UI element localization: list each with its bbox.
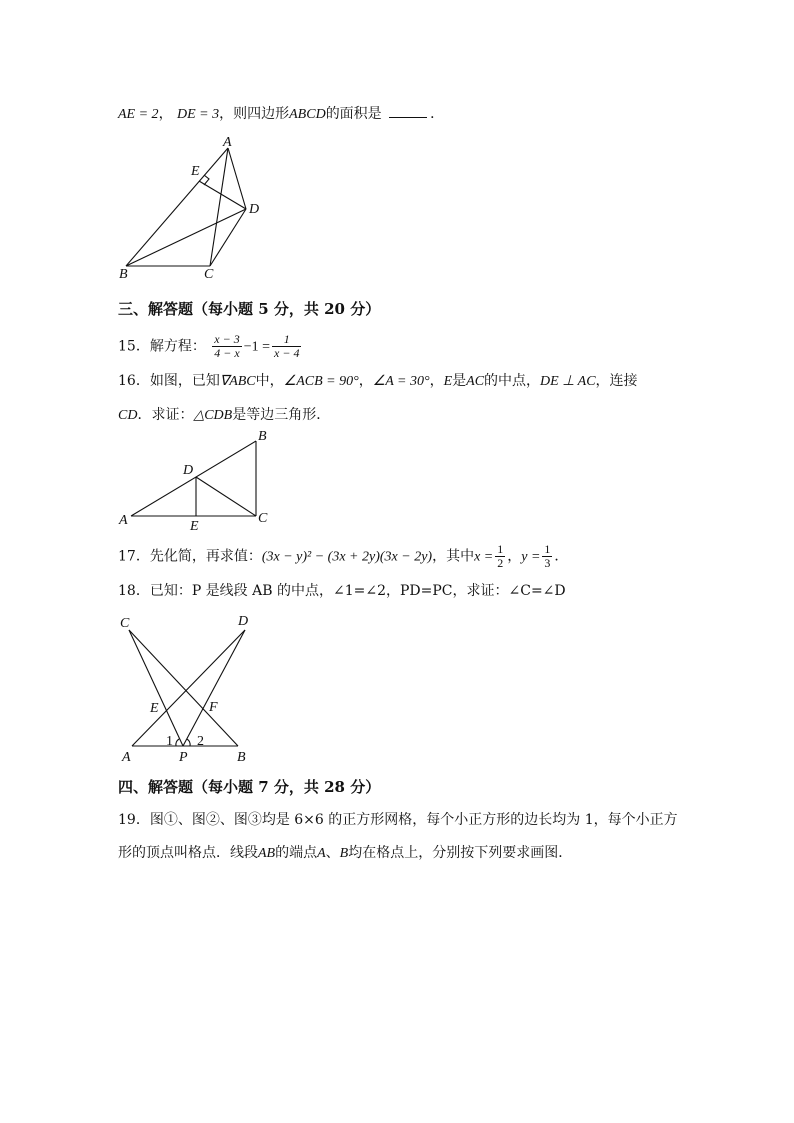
q14-ae: AE = 2 — [118, 107, 159, 122]
section-3-heading: 三、解答题（每小题 5 分，共 20 分） — [118, 300, 381, 318]
fig18-label-p: P — [179, 750, 188, 765]
fig18-label-2: 2 — [197, 734, 204, 749]
fig18-angle-2-arc — [187, 739, 190, 746]
fig16-label-d: D — [183, 463, 194, 478]
fig16-label-a: A — [119, 513, 128, 528]
q18-line: 18．已知：P 是线段 AB 的中点，∠1=∠2，PD=PC，求证：∠C=∠D — [118, 583, 566, 599]
fig18-label-e: E — [150, 701, 159, 716]
fig18-seg-cp — [129, 630, 183, 746]
fig18-label-f: F — [209, 700, 218, 715]
q16-line2: CD．求证：△CDB是等边三角形． — [118, 407, 331, 423]
q17-y-fraction: $\frac{1}{3}$ — [544, 542, 551, 570]
fig18-seg-dp — [183, 630, 245, 746]
fig18-seg-cb — [129, 630, 238, 746]
q14-line: AE = 2， DE = 3，则四边形ABCD的面积是 ． — [118, 103, 444, 125]
fig16-label-e: E — [190, 519, 199, 534]
fig18-label-1: 1 — [166, 734, 173, 749]
fig14-label-a: A — [223, 135, 232, 150]
q14-de: DE = 3 — [177, 107, 220, 122]
q19-line2: 形的顶点叫格点．线段AB的端点A、B均在格点上，分别按下列要求画图． — [118, 845, 573, 861]
fig14-label-d: D — [249, 202, 260, 217]
q14-abcd: ABCD — [289, 107, 326, 122]
fig18-angle-1-arc — [176, 739, 179, 746]
q19-line1: 19．图①、图②、图③均是 6×6 的正方形网格，每个小正方形的边长均为 1，每个小正方 — [118, 812, 678, 828]
q16-line1: 16．如图，已知∇ABC中，∠ACB = 90°，∠A = 30°，E是AC的中点，DE ⊥ AC，连接 — [118, 373, 638, 389]
q17-line: 17．先化简，再求值：(3x − y)² − (3x + 2y)(3x − 2y)，其中x = $\frac{1}{2}$ ，y = $\frac{1}{3}$ ． — [118, 542, 569, 570]
section-4-heading: 四、解答题（每小题 7 分，共 28 分） — [118, 778, 381, 796]
fig18-label-b: B — [237, 750, 246, 765]
fig14-label-b: B — [119, 267, 128, 282]
fig18-label-d: D — [238, 614, 249, 629]
q15-line: 15．解方程： $\frac{x - 3}{4 - x}$ −1 = $\frac{1}{x - 4}$ — [118, 332, 300, 360]
fig14-label-c: C — [204, 267, 214, 282]
fig14-label-e: E — [191, 164, 200, 179]
fig18-label-a: A — [122, 750, 131, 765]
fig16-label-c: C — [258, 511, 268, 526]
fig18-seg-da — [132, 630, 245, 746]
q17-expression: (3x − y)² − (3x + 2y)(3x − 2y) — [261, 549, 433, 565]
fig18-label-c: C — [120, 616, 130, 631]
q17-x-fraction: $\frac{1}{2}$ — [497, 542, 504, 570]
fig16-label-b: B — [258, 429, 267, 444]
q15-lhs-fraction: $\frac{x - 3}{4 - x}$ — [214, 332, 240, 360]
q15-rhs-fraction: $\frac{1}{x - 4}$ — [274, 332, 300, 360]
